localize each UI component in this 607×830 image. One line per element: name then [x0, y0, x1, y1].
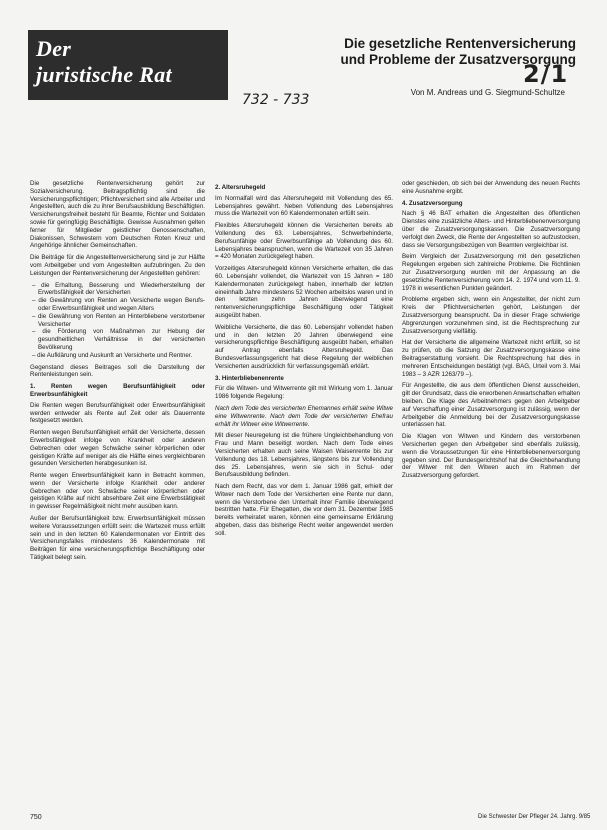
paragraph: Vorzeitiges Altersruhegeld können Versicherte erhalten, die das 60. Lebensjahr vollendet, die Wartezeit von 15 Jahren = 180 Kalendermonaten zurückgelegt haben, innerhalb der letzten eineinhalb Jahre mindestens 52 Wochen arbeitslos waren und in den letzten zehn Jahren überwiegend eine rentenversicherungspflichtige Beschäftigung oder Tätigkeit ausgeübt haben.	[215, 265, 393, 319]
list-item: – die Gewährung von Renten an Hinterbliebene verstorbener Versicherter	[32, 312, 205, 328]
paragraph: Für die Witwen- und Witwerrente gilt mit Wirkung vom 1. Januar 1986 folgende Regelung:	[215, 385, 393, 401]
text-column-1	[30, 180, 205, 805]
article-authors: Von M. Andreas und G. Siegmund-Schultze	[410, 88, 565, 97]
title-line-1: Die gesetzliche Rentenversicherung	[344, 36, 576, 51]
paragraph: Die Beiträge für die Angestelltenversicherung sind je zur Hälfte vom Arbeitgeber und vom Angestellten aufzubringen. Zu den Leistungen der Rentenversicherung der Angestellten gehören:	[30, 254, 205, 277]
section-heading: 3. Hinterbliebenenrente	[215, 374, 284, 382]
rubric-line-1: Der	[36, 36, 72, 61]
rubric-header	[28, 30, 228, 100]
handwritten-page-ref: 732 - 733	[242, 92, 310, 108]
paragraph: Gegenstand dieses Beitrages soll die Darstellung der Rentenleistungen sein.	[30, 363, 205, 379]
paragraph: Nach dem Recht, das vor dem 1. Januar 1986 galt, erhielt der Witwer nach dem Tode der Versicherten eine Rente nur dann, wenn die Verstorbene den Unterhalt ihrer Familie überwiegend bestritten hatte. Für Ehegatten, die vor dem 31. Dezember 1985 bereits verheiratet waren, können eine gemeinsame Erklärung abgeben, dass das bisherige Recht weiter angewendet werden soll.	[215, 483, 393, 537]
paragraph: Rente wegen Erwerbsunfähigkeit kann in Betracht kommen, wenn der Versicherte infolge Krankheit oder anderer Gebrechen oder von Schwäche seiner körperlichen oder geistigen Kräfte auf nicht absehbare Zeit eine Erwerbstätigkeit in gewisser Regelmäßigkeit nicht mehr ausüben kann.	[30, 472, 205, 511]
list-item: – die Gewährung von Renten an Versicherte wegen Berufs- oder Erwerbsunfähigkeit und wegen Alters	[32, 297, 205, 312]
journal-footer: Die Schwester Der Pfleger 24. Jahrg. 9/85	[478, 814, 591, 820]
paragraph: Die gesetzliche Rentenversicherung gehört zur Sozialversicherung. Beitragspflichtig sind die Versicherungspflichtigen; Pflichtversichert sind alle Arbeiter und Angestellten, auch die zu ihrer Berufsausbildung Beschäftigten. Versicherungsfreiheit besteht für Beamte, Richter und Soldaten sowie für geringfügig Beschäftigte. Gewisse Ausnahmen gelten ferner für Mitglieder geistlicher Genossenschaften, Diakonissen, Schwestern vom Deutschen Roten Kreuz und Angehörige ähnlicher Gemeinschaften.	[30, 180, 205, 250]
paragraph: Die Klagen von Witwen und Kindern des verstorbenen Versicherten gegen den Arbeitgeber sind ebenfalls zulässig, wenn die Voraussetzungen für eine Hinterbliebenenversorgung gegeben sind. Der Bundesgerichtshof hat die Gleichbehandlung der Witwer mit den Witwen auch im Rahmen der Zusatzversorgung gefordert.	[402, 433, 580, 480]
list-item: – die Erhaltung, Besserung und Wiederherstellung der Erwerbsfähigkeit der Versicherten	[32, 281, 205, 297]
page-number: 750	[30, 814, 42, 821]
paragraph: Probleme ergeben sich, wenn ein Angestellter, der nicht zum Kreis der Pflichtversicherten gehört, Leistungen der Zusatzversorgung beansprucht. Da in dieser Frage schwierige Abgrenzungen vorzunehmen sind, ist die Rechtsprechung zur Zusatzversorgung vielfältig.	[402, 296, 580, 335]
paragraph: Weibliche Versicherte, die das 60. Lebensjahr vollendet haben und in den letzten 20 Jahren überwiegend eine versicherungspflichtige Beschäftigung ausgeübt haben, erhalten auf Antrag ebenfalls Altersruhegeld. Das Bundesverfassungsgericht hat diese Regelung der weiblichen Versicherten ausdrücklich für verfassungsgemäß erklärt.	[215, 323, 393, 370]
paragraph: Beim Vergleich der Zusatzversorgung mit den gesetzlichen Regelungen ergeben sich zahlreiche Probleme. Die Richtlinien zur Zusatzversorgung wurden mit der Anpassung an die gesetzliche Rentenversicherung vom 14. 2. 1974 und vom 11. 9. 1978 in wesentlichen Punkten geändert.	[402, 253, 580, 292]
handwritten-mark: 2/1	[523, 60, 569, 88]
paragraph: oder geschieden, ob sich bei der Anwendung des neuen Rechts eine Ausnahme ergibt.	[402, 180, 580, 195]
paragraph: Für Angestellte, die aus dem öffentlichen Dienst ausscheiden, gilt der Grundsatz, dass die erworbenen Anwartschaften erhalten bleiben. Die Klage des Arbeitnehmers gegen den Arbeitgeber auf Verschaffung einer Zusatzversorgung ist zulässig, wenn der Arbeitgeber die Anmeldung bei der Zusatzversorgungskasse unterlassen hat.	[402, 382, 580, 429]
paragraph: Renten wegen Berufsunfähigkeit erhält der Versicherte, dessen Erwerbsfähigkeit infolge von Krankheit oder anderen Gebrechen oder wegen Schwäche seiner körperlichen oder geistigen Kräfte auf weniger als die Hälfte eines vergleichbaren gesunden Versicherten herabgesunken ist.	[30, 429, 205, 468]
section-heading: 4. Zusatzversorgung	[402, 199, 463, 207]
paragraph: Nach § 46 BAT erhalten die Angestellten des öffentlichen Dienstes eine zusätzliche Alters- und Hinterbliebenenversorgung über die Zusatzversorgungskassen. Die Zusatzversorgung verfolgt den Zweck, die Rente der Angestellten so aufzustocken, dass sie Versorgungsbezügen von Beamten vergleichbar ist.	[402, 210, 580, 249]
paragraph-italic: Nach dem Tode des versicherten Ehemannes erhält seine Witwe eine Witwenrente. Nach dem Tode der versicherten Ehefrau erhält ihr Witwer eine Witwerrente.	[215, 404, 393, 428]
benefits-list	[30, 282, 205, 360]
paragraph: Mit dieser Neuregelung ist die frühere Ungleichbehandlung von Frau und Mann beseitigt worden. Nach dem Tode eines Versicherten erhalten auch seine Waisen Waisenrente bis zur Vollendung des 18. Lebensjahres, längstens bis zur Vollendung des 25. Lebensjahres, wenn sie sich in Schul- oder Berufsausbildung befinden.	[215, 432, 393, 479]
section-heading: 1. Renten wegen Berufsunfähigkeit oder Erwerbsunfähigkeit	[30, 383, 205, 398]
section-heading: 2. Altersruhegeld	[215, 184, 266, 191]
paragraph: Flexibles Altersruhegeld können die Versicherten bereits ab Vollendung des 63. Lebensjahres, Schwerbehinderte, Berufsunfähige oder Erwerbsunfähige ab Vollendung des 60. Lebensjahres beanspruchen, wenn die Wartezeit von 35 Jahren = 420 Monaten zurückgelegt haben.	[215, 222, 393, 261]
paragraph: Außer der Berufsunfähigkeit bzw. Erwerbsunfähigkeit müssen weitere Voraussetzungen erfüllt sein: die Wartezeit muss erfüllt sein und in den letzten 60 Kalendermonaten vor Eintritt des Versicherungsfalles mindestens 36 Kalendermonate mit Beiträgen für eine versicherungspflichtige Beschäftigung oder Tätigkeit belegt sein.	[30, 515, 205, 562]
text-column-3	[402, 180, 580, 805]
title-line-2: und Probleme der Zusatzversorgung	[340, 52, 576, 67]
list-item: – die Förderung von Maßnahmen zur Hebung der gesundheitlichen Verhältnisse in der versicherten Bevölkerung	[32, 328, 205, 351]
list-item: – die Aufklärung und Auskunft an Versicherte und Rentner.	[32, 351, 193, 359]
paragraph: Im Normalfall wird das Altersruhegeld mit Vollendung des 65. Lebensjahres gewährt. Neben Vollendung des Lebensjahres muss die Wartezeit von 60 Kalendermonaten erfüllt sein.	[215, 194, 393, 218]
paragraph: Hat der Versicherte die allgemeine Wartezeit nicht erfüllt, so ist zu prüfen, ob die Satzung der Zusatzversorgungskasse eine Beitragserstattung vorsieht. Die Rechtsprechung hat dies in mehreren Entscheidungen bestätigt (vgl. BAG, Urteil vom 3. Mai 1983 – 3 AZR 1263/79 –).	[402, 339, 580, 378]
text-column-2	[215, 180, 393, 805]
rubric-line-2: juristische Rat	[36, 62, 172, 87]
paragraph: Die Renten wegen Berufsunfähigkeit oder Erwerbsunfähigkeit werden entweder als Rente auf Zeit oder als Dauerrente festgesetzt werden.	[30, 401, 205, 425]
